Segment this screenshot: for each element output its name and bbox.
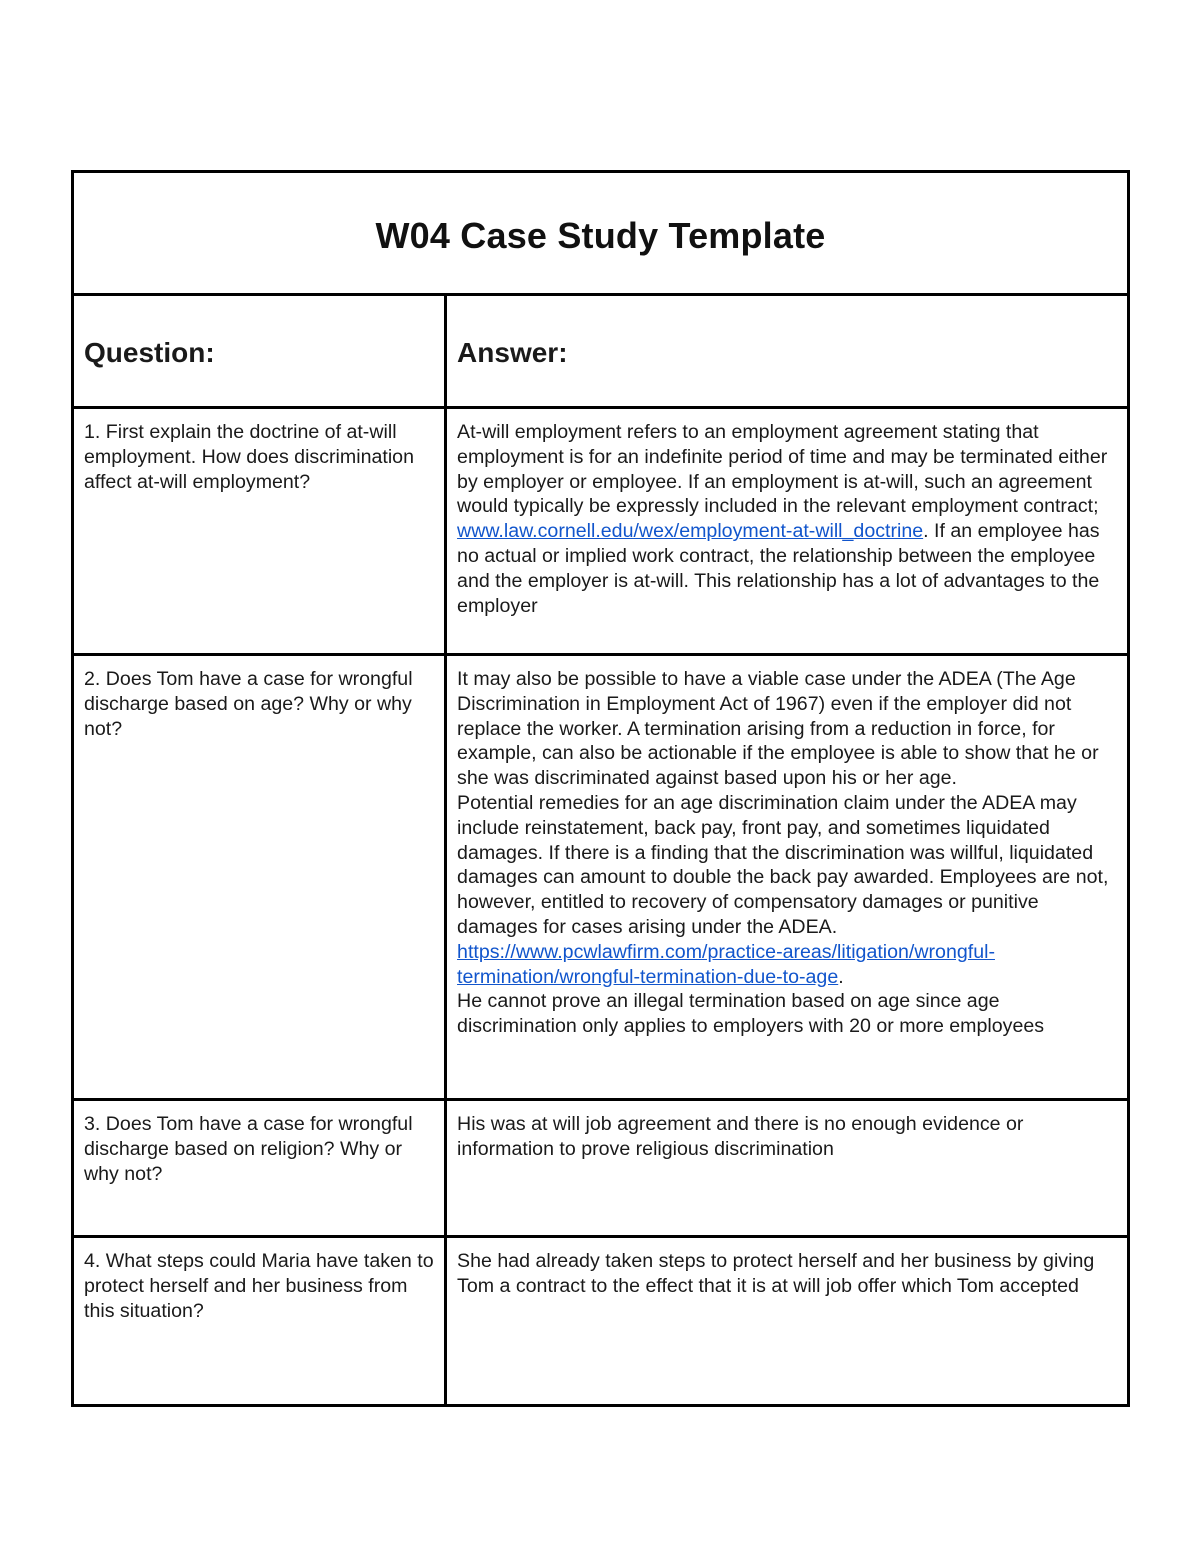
- question-cell: 4. What steps could Maria have taken to protect herself and her business from this situation?: [73, 1237, 446, 1406]
- question-cell: 3. Does Tom have a case for wrongful discharge based on religion? Why or why not?: [73, 1100, 446, 1237]
- cornell-link[interactable]: www.law.cornell.edu/wex/employment-at-will_doctrine: [457, 520, 924, 543]
- answer-paragraph: Potential remedies for an age discrimination claim under the ADEA may include reinstatement, back pay, front pay, and sometimes liquidated damages. If there is a finding that the discrimination was willful, liquidated damages can amount to double the back pay awarded. Employees are not, however, entitled to recovery of compensatory damages or punitive damages for cases arising under the ADEA.: [457, 791, 1109, 938]
- question-header: Question:: [73, 295, 446, 408]
- answer-paragraph: It may also be possible to have a viable case under the ADEA (The Age Discrimination in Employment Act of 1967) even if the employer did not replace the worker. A termination arising from a reduction in force, for example, can also be actionable if the employee is able to show that he or she was discriminated against based upon his or her age.: [457, 668, 1099, 790]
- case-study-table: [71, 170, 1130, 1407]
- answer-text: .: [838, 965, 844, 988]
- answer-text: At-will employment refers to an employment agreement stating that employment is for an indefinite period of time and may be terminated either by employer or employee. If an employment is at-will, such an agreement would typically be expressly included in the relevant employment contract;: [457, 421, 1108, 518]
- answer-text: . If an employee has no actual or implied work contract, the relationship between the employee and the employer is at-will. This relationship has a lot of advantages to the employer: [457, 520, 1100, 617]
- pcwlawfirm-link[interactable]: https://www.pcwlawfirm.com/practice-areas/litigation/wrongful-termination/wrongful-termination-due-to-age: [457, 940, 995, 988]
- header-row: [73, 295, 1129, 408]
- title-cell: [73, 172, 1129, 295]
- table-row: [73, 1237, 1129, 1406]
- title-row: [73, 172, 1129, 295]
- answer-cell: [446, 408, 1129, 655]
- page-title: W04 Case Study Template: [375, 215, 826, 256]
- table-row: [73, 1100, 1129, 1237]
- table-row: [73, 408, 1129, 655]
- answer-cell: His was at will job agreement and there is no enough evidence or information to prove religious discrimination: [446, 1100, 1129, 1237]
- table-row: [73, 655, 1129, 1100]
- answer-paragraph: He cannot prove an illegal termination based on age since age discrimination only applies to employers with 20 or more employees: [457, 990, 1045, 1038]
- question-cell: 2. Does Tom have a case for wrongful discharge based on age? Why or why not?: [73, 655, 446, 1100]
- answer-cell: [446, 655, 1129, 1100]
- answer-cell: She had already taken steps to protect herself and her business by giving Tom a contract to the effect that it is at will job offer which Tom accepted: [446, 1237, 1129, 1406]
- answer-header: Answer:: [446, 295, 1129, 408]
- question-cell: 1. First explain the doctrine of at-will employment. How does discrimination affect at-will employment?: [73, 408, 446, 655]
- link-paragraph: [457, 940, 1117, 990]
